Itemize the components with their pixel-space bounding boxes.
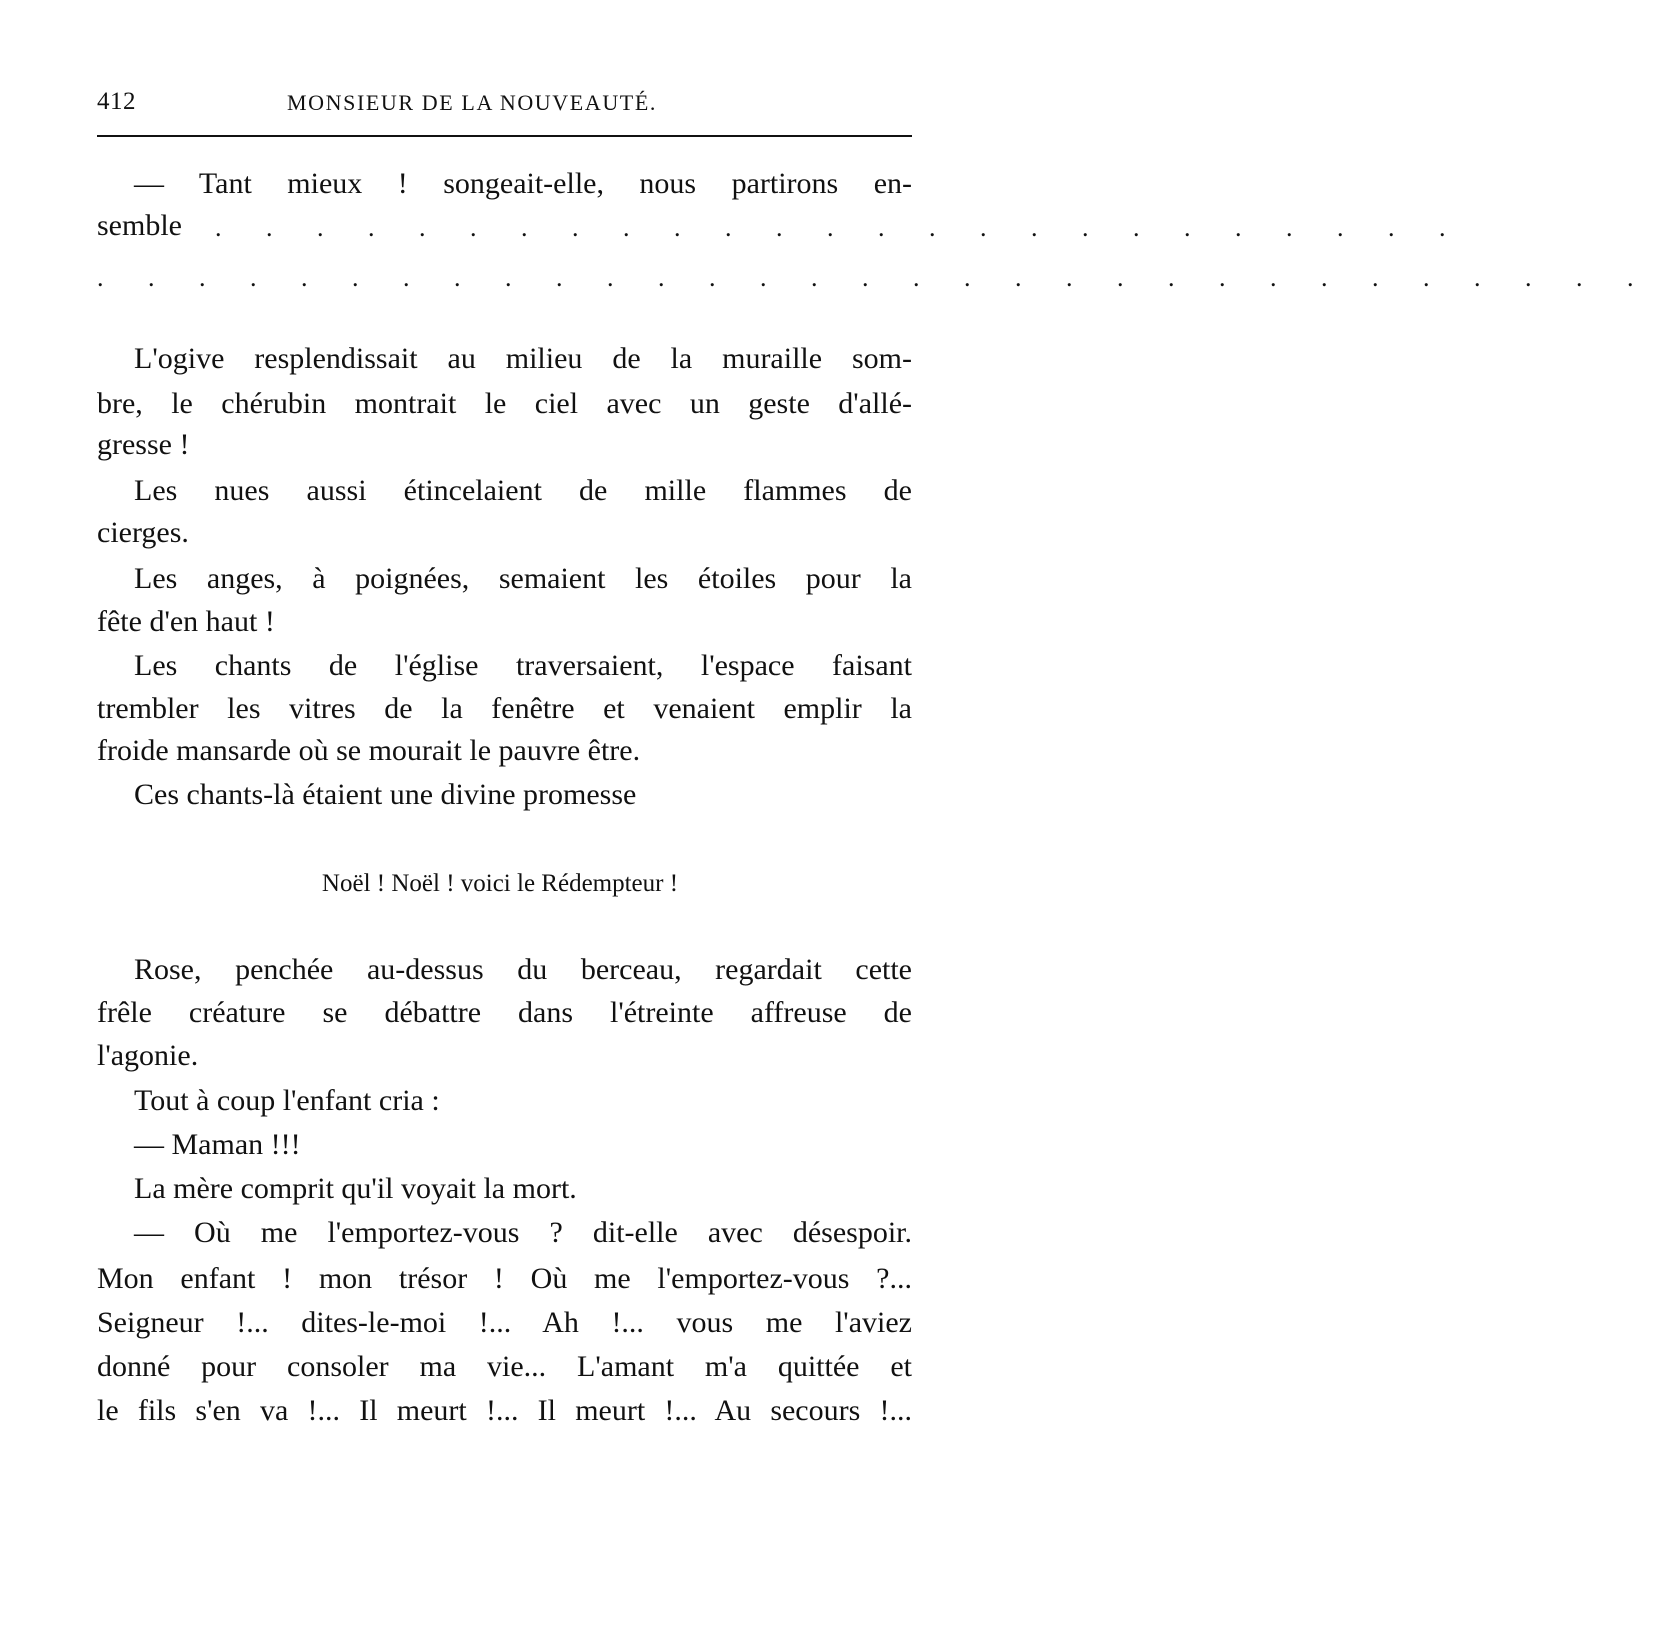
text-line: trembler les vitres de la fenêtre et venaient emplir la [97,692,912,725]
text-line: — Tant mieux ! songeait-elle, nous partirons en- [134,167,912,200]
text-line: Les chants de l'église traversaient, l'espace faisant [134,649,912,682]
running-title: MONSIEUR DE LA NOUVEAUTÉ. [287,90,657,115]
text-line: Tout à coup l'enfant cria : [134,1084,440,1117]
text-line: Mon enfant ! mon trésor ! Où me l'emportez-vous ?... [97,1262,912,1295]
text-line: Les anges, à poignées, semaient les étoiles pour la [134,562,912,595]
text-line: — Maman !!! [134,1128,301,1161]
text-line: Les nues aussi étincelaient de mille flammes de [134,474,912,507]
text-line: donné pour consoler ma vie... L'amant m'a quittée et [97,1350,912,1383]
text-line: Ces chants-là étaient une divine promesse [134,778,637,811]
page-header [97,88,912,124]
text-line: gresse ! [97,428,190,461]
header-rule [97,135,912,137]
text-line: — Où me l'emportez-vous ? dit-elle avec désespoir. [134,1216,912,1249]
text-line: le fils s'en va !... Il meurt !... Il meurt !... Au secours !... [97,1394,912,1427]
text-line: L'ogive resplendissait au milieu de la muraille som- [134,342,912,375]
ellipsis-dots: . . . . . . . . . . . . . . . . . . . . . . . . . [215,213,1465,242]
text-line: La mère comprit qu'il voyait la mort. [134,1172,577,1205]
text-line: l'agonie. [97,1039,199,1072]
text-line: frêle créature se débattre dans l'étreinte affreuse de [97,996,912,1029]
text-line: semble [97,209,182,242]
text-line: Seigneur !... dites-le-moi !... Ah !... vous me l'aviez [97,1306,912,1339]
text-line: froide mansarde où se mourait le pauvre être. [97,734,641,767]
verse-line: Noël ! Noël ! voici le Rédempteur ! [321,870,679,897]
text-line: fête d'en haut ! [97,605,275,638]
ellipsis-dots: . . . . . . . . . . . . . . . . . . . . . . . . . . . . . . . [97,263,1653,292]
text-line: bre, le chérubin montrait le ciel avec un geste d'allé- [97,387,912,420]
page-number: 412 [97,88,136,115]
text-line: Rose, penchée au-dessus du berceau, regardait cette [134,953,912,986]
text-line: cierges. [97,516,189,549]
